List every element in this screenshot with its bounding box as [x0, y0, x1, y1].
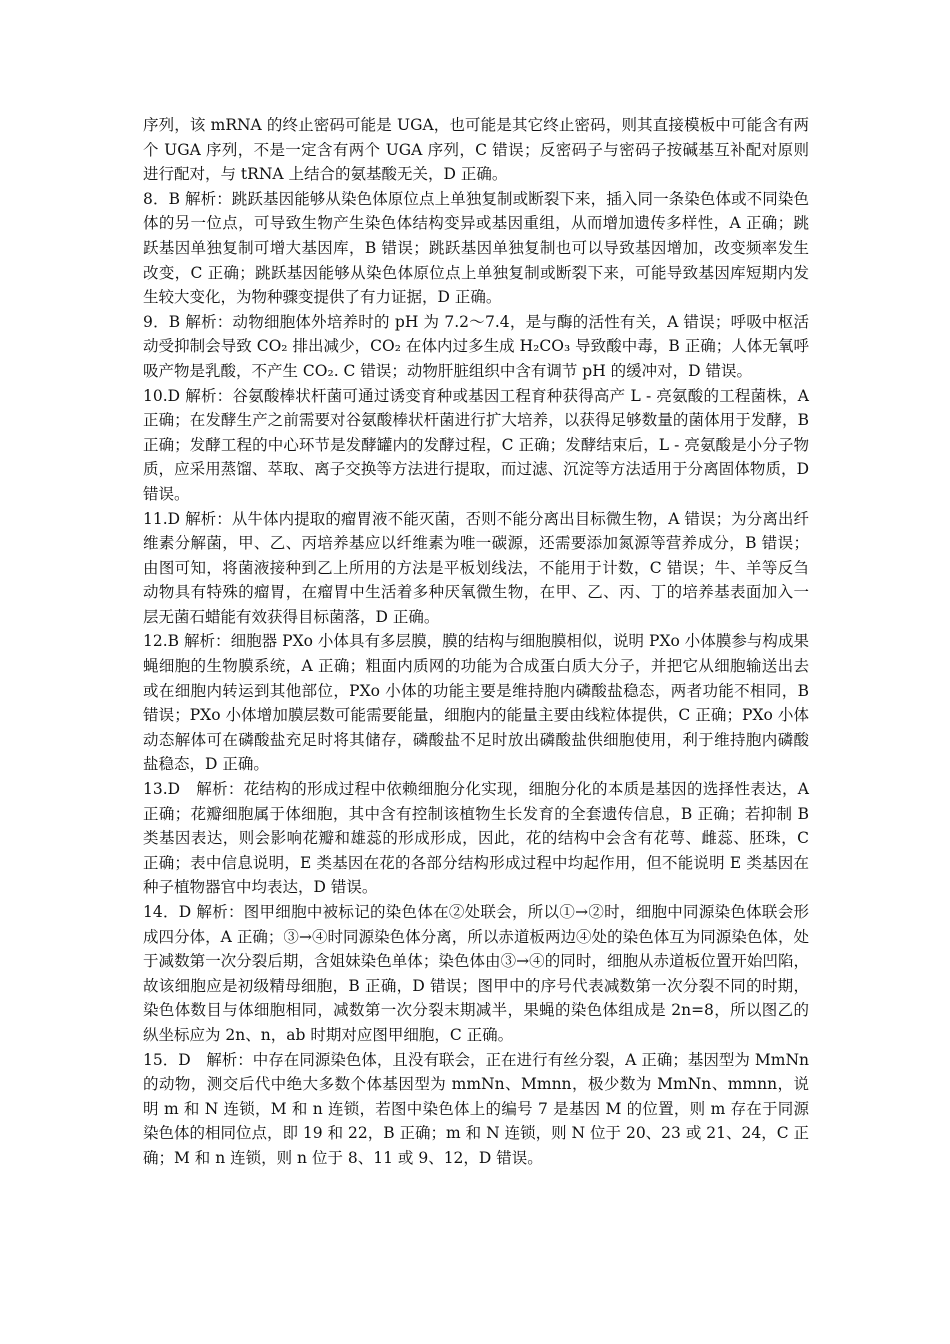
answer-paragraph-12: 12.B 解析：细胞器 PXo 小体具有多层膜，膜的结构与细胞膜相似，说明 PXo 小体膜参与构成果蝇细胞的生物膜系统，A 正确；粗面内质网的功能为合成蛋白质大分子，并把它从细胞输送出去或在细胞内转运到其他部位，PXo 小体的功能主要是维持胞内磷酸盐稳态，两者功能不相同，B 错误；PXo 小体增加膜层数可能需要能量，细胞内的能量主要由线粒体提供，C 正确；PXo 小体动态解体可在磷酸盐充足时将其储存，磷酸盐不足时放出磷酸盐供细胞使用，利于维持胞内磷酸盐稳态，D 正确。	[143, 632, 814, 774]
answer-paragraph-13: 13.D 解析：花结构的形成过程中依赖细胞分化实现，细胞分化的本质是基因的选择性表达，A 正确；花瓣细胞属于体细胞，其中含有控制该植物生长发育的全套遗传信息，B 正确；若抑制 B 类基因表达，则会影响花瓣和雄蕊的形成形成，因此，花的结构中会含有花萼、雌蕊、胚珠，C 正确；表中信息说明，E 类基因在花的各部分结构形成过程中均起作用，但不能说明 E 类基因在种子植物器官中均表达，D 错误。	[143, 780, 814, 897]
answer-paragraph-7-continued: 序列，该 mRNA 的终止密码可能是 UGA，也可能是其它终止密码，则其直接模板中可能含有两个 UGA 序列，不是一定含有两个 UGA 序列，C 错误；反密码子与密码子按碱基互补配对原则进行配对，与 tRNA 上结合的氨基酸无关，D 正确。	[143, 116, 809, 184]
answer-paragraph-10: 10.D 解析：谷氨酸棒状杆菌可通过诱变育种或基因工程育种获得高产 L - 亮氨酸的工程菌株，A 正确；在发酵生产之前需要对谷氨酸棒状杆菌进行扩大培养，以获得足够数量的菌体用于发酵，B 正确；发酵工程的中心环节是发酵罐内的发酵过程，C 正确；发酵结束后，L - 亮氨酸是小分子物质，应采用蒸馏、萃取、离子交换等方法进行提取，而过滤、沉淀等方法适用于分离固体物质，D 错误。	[143, 386, 814, 503]
answer-paragraph-8: 8．B 解析：跳跃基因能够从染色体原位点上单独复制或断裂下来，插入同一条染色体或不同染色体的另一位点，可导致生物产生染色体结构变异或基因重组，从而增加遗传多样性，A 正确；跳跃基因单独复制可增大基因库，B 错误；跳跃基因单独复制也可以导致基因增加，改变频率发生改变，C 正确；跳跃基因能够从染色体原位点上单独复制或断裂下来，可能导致基因库短期内发生较大变化，为物种骤变提供了有力证据，D 正确。	[143, 189, 809, 307]
document-page	[143, 113, 814, 1171]
answer-paragraph-14: 14．D 解析：图甲细胞中被标记的染色体在②处联会，所以①→②时，细胞中同源染色体联会形成四分体，A 正确；③→④时同源染色体分离，所以赤道板两边④处的染色体互为同源染色体，处于减数第一次分裂后期，含姐妹染色单体；染色体由③→④的同时，细胞从赤道板位置开始凹陷，故该细胞应是初级精母细胞，B 正确，D 错误；图甲中的序号代表减数第一次分裂不同的时期，染色体数目与体细胞相同，减数第一次分裂末期减半，果蝇的染色体组成是 2n=8，所以图乙的纵坐标应为 2n、n，ab 时期对应图甲细胞，C 正确。	[143, 903, 809, 1044]
answer-paragraph-9: 9．B 解析：动物细胞体外培养时的 pH 为 7.2～7.4，是与酶的活性有关，A 错误；呼吸中枢活动受抑制会导致 CO₂ 排出减少，CO₂ 在体内过多生成 H₂CO₃ 导致酸中毒，B 正确；人体无氧呼吸产物是乳酸，不产生 CO₂. C 错误；动物肝脏组织中含有调节 pH 的缓冲对，D 错误。	[143, 312, 809, 380]
answer-paragraph-15: 15．D 解析：中存在同源染色体，且没有联会，正在进行有丝分裂，A 正确；基因型为 MmNn 的动物，测交后代中绝大多数个体基因型为 mmNn、Mmnn，极少数为 MmNn、mmnn，说明 m 和 N 连锁，M 和 n 连锁，若图中染色体上的编号 7 是基因 M 的位置，则 m 存在于同源染色体的相同位点，即 19 和 22，B 正确；m 和 N 连锁，则 N 位于 20、23 或 21、24，C 正确；M 和 n 连锁，则 n 位于 8、11 或 9、12，D 错误。	[143, 1050, 814, 1167]
answer-paragraph-11: 11.D 解析：从牛体内提取的瘤胃液不能灭菌，否则不能分离出目标微生物，A 错误；为分离出纤维素分解菌，甲、乙、丙培养基应以纤维素为唯一碳源，还需要添加氮源等营养成分，B 错误；由图可知，将菌液接种到乙上所用的方法是平板划线法，不能用于计数，C 错误；牛、羊等反刍动物具有特殊的瘤胃，在瘤胃中生活着多种厌氧微生物，在甲、乙、丙、丁的培养基表面加入一层无菌石蜡能有效获得目标菌落，D 正确。	[143, 509, 809, 626]
